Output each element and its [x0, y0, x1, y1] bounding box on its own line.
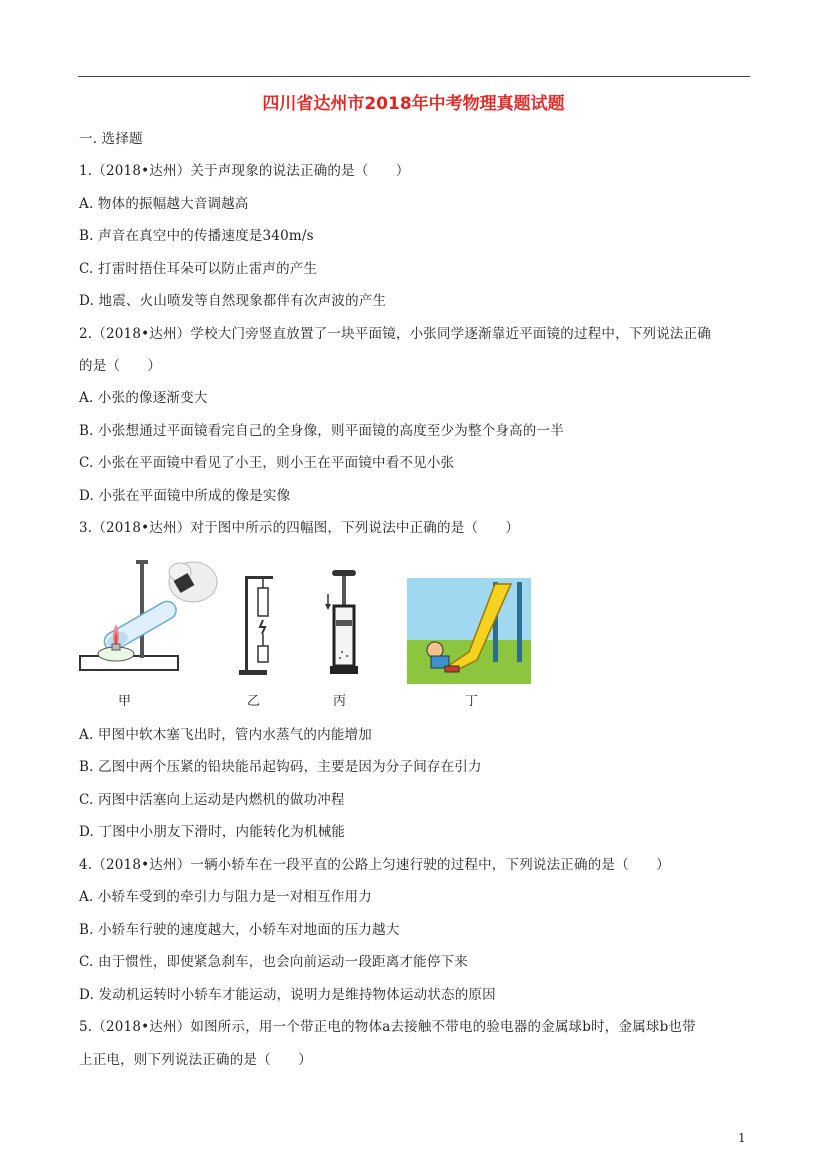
- page-number: 1: [738, 1131, 746, 1145]
- q3-option-a: A. 甲图中软木塞飞出时，管内水蒸气的内能增加: [79, 727, 372, 743]
- caption-bing: 丙: [333, 694, 347, 709]
- figure-yi: [237, 572, 277, 678]
- question-5-line1: 5.（2018•达州）如图所示，用一个带正电的物体a去接触不带电的验电器的金属球b时，金属球b也带: [79, 1019, 696, 1035]
- q1-option-c: C. 打雷时捂住耳朵可以防止雷声的产生: [79, 261, 318, 277]
- question-4: 4.（2018•达州）一辆小轿车在一段平直的公路上匀速行驶的过程中，下列说法正确的是（ ）: [79, 857, 670, 873]
- q2-option-a: A. 小张的像逐渐变大: [79, 390, 208, 406]
- q2-option-c: C. 小张在平面镜中看见了小王，则小王在平面镜中看不见小张: [79, 455, 455, 471]
- q4-option-c: C. 由于惯性，即使紧急刹车，也会向前运动一段距离才能停下来: [79, 954, 468, 970]
- question-2-line1: 2.（2018•达州）学校大门旁竖直放置了一块平面镜，小张同学逐渐靠近平面镜的过程中，下列说法正确: [79, 326, 711, 342]
- question-2-line2: 的是（ ）: [79, 358, 162, 374]
- figure-bing: [320, 568, 364, 680]
- q4-option-d: D. 发动机运转时小轿车才能运动，说明力是维持物体运动状态的原因: [79, 987, 496, 1003]
- page-title: 四川省达州市2018年中考物理真题试题: [262, 94, 565, 114]
- figure-jia: [78, 556, 218, 678]
- caption-yi: 乙: [247, 694, 261, 709]
- q4-option-a: A. 小轿车受到的牵引力与阻力是一对相互作用力: [79, 889, 372, 905]
- q2-option-d: D. 小张在平面镜中所成的像是实像: [79, 488, 291, 504]
- q3-option-b: B. 乙图中两个压紧的铅块能吊起钩码，主要是因为分子间存在引力: [79, 759, 482, 775]
- q3-option-c: C. 丙图中活塞向上运动是内燃机的做功冲程: [79, 792, 345, 808]
- q1-option-a: A. 物体的振幅越大音调越高: [79, 196, 249, 212]
- header-rule: [78, 76, 750, 77]
- question-3: 3.（2018•达州）对于图中所示的四幅图，下列说法中正确的是（ ）: [79, 520, 520, 536]
- q1-option-b: B. 声音在真空中的传播速度是340m/s: [79, 228, 314, 244]
- question-1: 1.（2018•达州）关于声现象的说法正确的是（ ）: [79, 163, 410, 179]
- section-heading: 一. 选择题: [79, 131, 143, 147]
- q3-option-d: D. 丁图中小朋友下滑时，内能转化为机械能: [79, 824, 346, 840]
- caption-ding: 丁: [465, 694, 479, 709]
- q1-option-d: D. 地震、火山喷发等自然现象都伴有次声波的产生: [79, 293, 387, 309]
- q4-option-b: B. 小轿车行驶的速度越大，小轿车对地面的压力越大: [79, 922, 400, 938]
- caption-jia: 甲: [118, 694, 132, 709]
- q2-option-b: B. 小张想通过平面镜看完自己的全身像，则平面镜的高度至少为整个身高的一半: [79, 423, 564, 439]
- question-5-line2: 上正电，则下列说法正确的是（ ）: [79, 1052, 312, 1068]
- figure-ding: [407, 578, 531, 684]
